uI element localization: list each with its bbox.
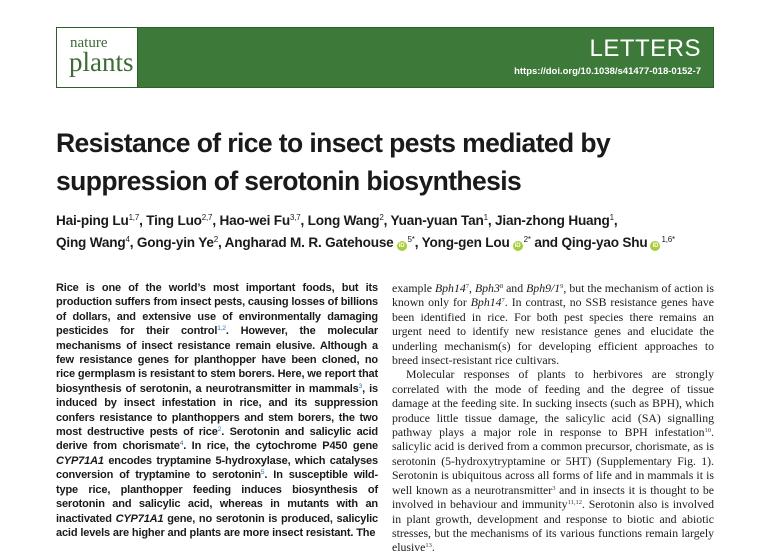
gene-name: CYP71A1 (56, 454, 104, 467)
citation-link[interactable]: 1,2 (217, 325, 226, 333)
affiliation-mark: 2 (213, 235, 218, 244)
journal-logo[interactable] (57, 28, 138, 87)
body-column (392, 281, 714, 555)
author-separator: , (383, 213, 391, 228)
gene-name: Bph9/1 (526, 281, 561, 295)
body-text: . Serotonin also is involved in plant growth, development and response to biotic and abiotic stresses, but the mechanisms of its various functions remain largely elusive (392, 497, 715, 555)
gene-name: Bph14 (434, 281, 466, 295)
article-type-label: LETTERS (589, 35, 701, 62)
affiliation-mark: 3,7 (289, 213, 301, 222)
abstract-text: . In susceptible wild-type rice, planthopper feeding induces biosynthesis of serotonin and salicylic acid, whereas in mutants with an inactivated (56, 469, 378, 525)
affiliation-mark: 2,7 (201, 213, 213, 222)
doi-link[interactable]: https://doi.org/10.1038/s41477-018-0152-7 (514, 66, 701, 77)
citation-link[interactable]: 11,12 (567, 499, 582, 507)
orcid-icon[interactable]: iD (397, 241, 407, 251)
author-separator: , (613, 213, 618, 228)
body-text: and (503, 281, 527, 295)
author-name[interactable]: Ting Luo (146, 213, 202, 228)
abstract-text: , is induced by insect infestation in rice, and its suppression confers resistance to planthoppers and stem borers, the two most destructive pests of rice (56, 382, 379, 439)
title-line-1: Resistance of rice to insect pests mediated by (56, 128, 611, 158)
gene-name: Bph14 (470, 295, 502, 310)
title-line-2: suppression of serotonin biosynthesis (56, 166, 522, 196)
article-title (56, 124, 726, 200)
body-text: example (392, 281, 435, 295)
author-name[interactable]: Hai-ping Lu (56, 213, 129, 228)
citation-link[interactable]: 7 (465, 283, 469, 290)
affiliation-mark: 4 (125, 235, 130, 244)
abstract-text: Rice is one of the world’s most important foods, but its production suffers from insect pests, causing losses of billions of dollars, and extensive use of environmentally damaging pesticides for their control (56, 282, 378, 338)
citation-link[interactable]: 8 (499, 283, 504, 290)
body-text: . (431, 540, 435, 555)
citation-link[interactable]: 10 (704, 427, 712, 435)
body-text: , but the mechanism of action is known only for (392, 281, 714, 310)
author-list (56, 210, 726, 254)
affiliation-mark: 2* (523, 235, 531, 244)
gene-name: Bph3 (474, 281, 500, 295)
author-name[interactable]: Jian-zhong Huang (495, 213, 610, 228)
author-separator: , (414, 235, 422, 250)
author-name[interactable]: Gong-yin Ye (136, 235, 214, 250)
author-separator: , (129, 235, 137, 250)
body-text: . In contrast, no SSB resistance genes have been identified in rice. For both pest species there remains an urgent need to identify new resistance genes and elucidate the underling mechanism(s) for developing efficient approaches to breed insect-resistant rice cultivars. (392, 295, 714, 368)
body-paragraph (392, 281, 714, 367)
body-paragraph (392, 367, 714, 554)
abstract-text: encodes tryptamine 5-hydroxylase, which catalyses conversion of tryptamine to serotonin (56, 454, 378, 482)
abstract-paragraph (56, 281, 378, 540)
author-separator: and (530, 235, 562, 250)
affiliation-mark: 1,7 (128, 213, 140, 222)
gene-name: CYP71A1 (115, 512, 164, 525)
citation-link[interactable]: 13 (425, 542, 432, 550)
citation-link[interactable]: 5 (260, 469, 265, 477)
author-separator: , (139, 213, 147, 228)
body-text: , (469, 281, 475, 295)
affiliation-mark: 1 (483, 213, 488, 222)
author-separator: , (212, 213, 220, 228)
journal-header-band (56, 27, 714, 88)
affiliation-mark: 2 (379, 213, 384, 222)
affiliation-mark: 1,6* (661, 235, 675, 244)
orcid-icon[interactable]: iD (650, 241, 660, 251)
body-text: Molecular responses of plants to herbivores are strongly correlated with the mode of feeding and the degree of tissue damage at the feeding site. In sucking insects (such as BPH), which produce little tissue damage, the salicylic acid (SA) signalling pathway plays a major role in response to BPH infestation (392, 367, 714, 440)
citation-link[interactable]: 4 (179, 440, 184, 448)
citation-link[interactable]: 7 (501, 297, 505, 305)
author-separator: , (300, 213, 308, 228)
author-name[interactable]: Angharad M. R. Gatehouse (224, 235, 394, 250)
author-name[interactable]: Qing-yao Shu (561, 235, 648, 250)
author-name[interactable]: Qing Wang (56, 235, 126, 250)
journal-name-line2: plants (69, 47, 134, 77)
abstract-text: . In rice, the cytochrome P450 gene (183, 440, 379, 453)
abstract-text: . Serotonin and salicylic acid derive from chorismate (56, 426, 379, 453)
citation-link[interactable]: 9 (560, 283, 564, 290)
author-separator: , (487, 213, 496, 228)
journal-name-line1: nature (70, 35, 108, 51)
affiliation-mark: 1 (609, 213, 614, 222)
body-text: . salicylic acid is derived from a common precursor, chorismate, as is serotonin (5-hydroxytryptamine or 5HT) (Supplementary Fig. 1). Serotonin is ubiquitous across all forms of life and in mammals it is well known as a neurotransmitter (392, 425, 714, 497)
abstract-text: . However, the molecular mechanisms of insect resistance remain elusive. Although a few resistance genes for planthopper have been cloned, no rice germplasm is resistant to stem borers. Here, we report that biosynthesis of serotonin, a neurotransmitter in mammals (56, 325, 378, 395)
abstract-column (56, 281, 378, 540)
author-name[interactable]: Long Wang (307, 213, 380, 228)
orcid-icon[interactable]: iD (513, 241, 523, 251)
affiliation-mark: 5* (407, 235, 415, 244)
author-name[interactable]: Yuan-yuan Tan (390, 213, 484, 228)
body-text: and in insects it is thought to be involved in behaviour and immunity (392, 482, 714, 512)
citation-link[interactable]: 2 (217, 426, 222, 434)
author-name[interactable]: Yong-gen Lou (421, 235, 510, 250)
citation-link[interactable]: 3 (358, 382, 363, 390)
author-name[interactable]: Hao-wei Fu (219, 213, 290, 228)
author-separator: , (217, 235, 225, 250)
citation-link[interactable]: 3 (552, 484, 556, 492)
abstract-text: gene, no serotonin is produced, salicylic acid levels are higher and plants are more insect resistant. The (56, 512, 378, 539)
